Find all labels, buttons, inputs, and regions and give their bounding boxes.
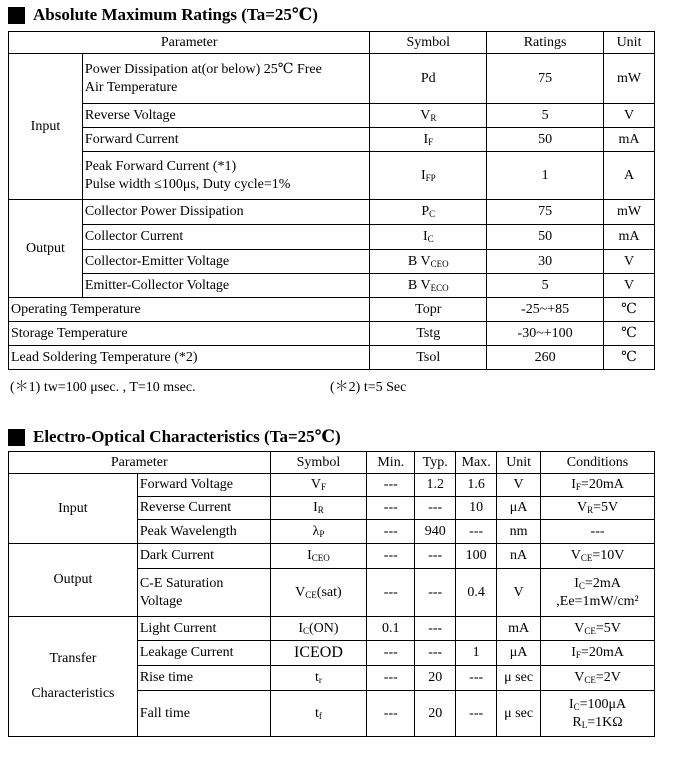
rating-cell: 30	[487, 250, 604, 274]
table-row	[9, 274, 655, 298]
conditions-cell: $V_{CE}=10V$	[541, 544, 655, 569]
unit-cell: mA	[604, 225, 655, 250]
typ-cell: ---	[415, 641, 456, 666]
param-cell: Forward Voltage	[137, 474, 270, 497]
eo-section-title	[8, 427, 341, 447]
table-row	[9, 200, 655, 225]
symbol-cell: $I_{CEO}$	[270, 544, 367, 569]
unit-cell: μA	[497, 497, 541, 520]
unit-cell: ℃	[604, 322, 655, 346]
eo-group-transfer: Transfer Characteristics	[9, 617, 138, 737]
unit-cell: mW	[604, 54, 655, 104]
eo-header-row	[9, 452, 655, 474]
conditions-cell: $V_R=5V$	[541, 497, 655, 520]
param-cell: Fall time	[137, 691, 270, 737]
param-cell: Peak Wavelength	[137, 520, 270, 544]
param-cell: Operating Temperature	[9, 298, 370, 322]
section-square-icon	[8, 429, 25, 446]
min-cell: ---	[367, 474, 415, 497]
symbol-cell: $V_F$	[270, 474, 367, 497]
max-cell: 1	[456, 641, 497, 666]
max-cell	[456, 617, 497, 641]
rating-cell: 5	[487, 104, 604, 128]
unit-cell: ℃	[604, 298, 655, 322]
rating-cell: 75	[487, 54, 604, 104]
table-row	[9, 544, 655, 569]
unit-cell: nm	[497, 520, 541, 544]
abs-group-input: Input	[9, 54, 83, 200]
param-cell: Leakage Current	[137, 641, 270, 666]
abs-group-output: Output	[9, 200, 83, 298]
typ-cell: ---	[415, 569, 456, 617]
typ-cell: ---	[415, 544, 456, 569]
unit-cell: μ sec	[497, 691, 541, 737]
unit-cell: V	[604, 274, 655, 298]
rating-cell: 50	[487, 225, 604, 250]
param-cell: Power Dissipation at(or below) 25℃ Free Air Temperature	[82, 54, 369, 104]
typ-cell: 20	[415, 691, 456, 737]
symbol-cell: $\lambda_P$	[270, 520, 367, 544]
rating-cell: 5	[487, 274, 604, 298]
unit-cell: mA	[604, 128, 655, 152]
unit-cell: μ sec	[497, 666, 541, 691]
max-cell: 10	[456, 497, 497, 520]
eo-header-conditions: Conditions	[541, 452, 655, 474]
max-cell: 100	[456, 544, 497, 569]
symbol-cell: ICEOD	[270, 641, 367, 666]
table-row	[9, 54, 655, 104]
typ-cell: 20	[415, 666, 456, 691]
max-cell: ---	[456, 691, 497, 737]
symbol-cell: $I_{FP}$	[370, 152, 487, 200]
rating-cell: -30~+100	[487, 322, 604, 346]
typ-cell: ---	[415, 617, 456, 641]
unit-cell: V	[497, 569, 541, 617]
param-cell: Light Current	[137, 617, 270, 641]
symbol-cell: $I_C(ON)$	[270, 617, 367, 641]
param-cell: Emitter-Collector Voltage	[82, 274, 369, 298]
typ-cell: ---	[415, 497, 456, 520]
min-cell: 0.1	[367, 617, 415, 641]
rating-cell: 50	[487, 128, 604, 152]
unit-cell: mW	[604, 200, 655, 225]
min-cell: ---	[367, 666, 415, 691]
param-cell: Collector-Emitter Voltage	[82, 250, 369, 274]
eo-header-min: Min.	[367, 452, 415, 474]
table-row	[9, 617, 655, 641]
unit-cell: mA	[497, 617, 541, 641]
param-cell: Peak Forward Current (*1) Pulse width ≤100μs, Duty cycle=1%	[82, 152, 369, 200]
symbol-cell: Tsol	[370, 346, 487, 370]
max-cell: 0.4	[456, 569, 497, 617]
unit-cell: ℃	[604, 346, 655, 370]
min-cell: ---	[367, 497, 415, 520]
eo-characteristics-table	[8, 451, 655, 737]
conditions-cell: $V_{CE}=5V$	[541, 617, 655, 641]
eo-header-symbol: Symbol	[270, 452, 367, 474]
eo-header-typ: Typ.	[415, 452, 456, 474]
table-row	[9, 298, 655, 322]
eo-group-input: Input	[9, 474, 138, 544]
abs-header-ratings: Ratings	[487, 32, 604, 54]
min-cell: ---	[367, 544, 415, 569]
symbol-cell: B $V_{CEO}$	[370, 250, 487, 274]
table-row	[9, 346, 655, 370]
max-cell: 1.6	[456, 474, 497, 497]
rating-cell: 260	[487, 346, 604, 370]
symbol-cell: $V_R$	[370, 104, 487, 128]
param-cell: Forward Current	[82, 128, 369, 152]
param-cell: Storage Temperature	[9, 322, 370, 346]
unit-cell: A	[604, 152, 655, 200]
min-cell: ---	[367, 641, 415, 666]
conditions-cell: $I_C=2mA$ ,Ee=1mW/cm²	[541, 569, 655, 617]
abs-header-parameter: Parameter	[9, 32, 370, 54]
unit-cell: V	[604, 104, 655, 128]
conditions-cell: $I_F=20mA$	[541, 474, 655, 497]
abs-header-unit: Unit	[604, 32, 655, 54]
param-cell: Rise time	[137, 666, 270, 691]
typ-cell: 1.2	[415, 474, 456, 497]
table-row	[9, 250, 655, 274]
min-cell: ---	[367, 691, 415, 737]
eo-header-unit: Unit	[497, 452, 541, 474]
max-cell: ---	[456, 666, 497, 691]
eo-header-max: Max.	[456, 452, 497, 474]
conditions-cell: $I_F=20mA$	[541, 641, 655, 666]
abs-header-symbol: Symbol	[370, 32, 487, 54]
table-row	[9, 104, 655, 128]
symbol-cell: $I_R$	[270, 497, 367, 520]
table-row	[9, 128, 655, 152]
symbol-cell: B $V_{ECO}$	[370, 274, 487, 298]
conditions-cell: ---	[541, 520, 655, 544]
param-cell: Reverse Voltage	[82, 104, 369, 128]
symbol-cell: $t_f$	[270, 691, 367, 737]
eo-group-output: Output	[9, 544, 138, 617]
param-cell: Collector Current	[82, 225, 369, 250]
symbol-cell: $V_{CE}(sat)$	[270, 569, 367, 617]
conditions-cell: $I_C=100\mu A$ $R_L=1K\Omega$	[541, 691, 655, 737]
table-row	[9, 152, 655, 200]
symbol-cell: $t_r$	[270, 666, 367, 691]
abs-section-title	[8, 5, 318, 25]
footnote-2: (＊2) t=5 Sec	[330, 380, 407, 395]
min-cell: ---	[367, 520, 415, 544]
symbol-cell: $I_C$	[370, 225, 487, 250]
rating-cell: 1	[487, 152, 604, 200]
param-cell: Reverse Current	[137, 497, 270, 520]
param-cell: Collector Power Dissipation	[82, 200, 369, 225]
eo-title: Electro-Optical Characteristics (Ta=25℃)	[33, 427, 341, 446]
unit-cell: nA	[497, 544, 541, 569]
max-cell: ---	[456, 520, 497, 544]
eo-header-parameter: Parameter	[9, 452, 271, 474]
footnote-1: (＊1) tw=100 μsec. , T=10 msec.	[10, 380, 196, 395]
table-row	[9, 225, 655, 250]
table-row	[9, 322, 655, 346]
unit-cell: V	[497, 474, 541, 497]
symbol-cell: Tstg	[370, 322, 487, 346]
table-row	[9, 474, 655, 497]
rating-cell: 75	[487, 200, 604, 225]
section-square-icon	[8, 7, 25, 24]
abs-ratings-table	[8, 31, 655, 370]
symbol-cell: $P_C$	[370, 200, 487, 225]
abs-title: Absolute Maximum Ratings (Ta=25℃)	[33, 5, 318, 24]
typ-cell: 940	[415, 520, 456, 544]
param-cell: C-E Saturation Voltage	[137, 569, 270, 617]
min-cell: ---	[367, 569, 415, 617]
rating-cell: -25~+85	[487, 298, 604, 322]
param-cell: Lead Soldering Temperature (*2)	[9, 346, 370, 370]
symbol-cell: $I_F$	[370, 128, 487, 152]
param-cell: Dark Current	[137, 544, 270, 569]
abs-header-row	[9, 32, 655, 54]
unit-cell: V	[604, 250, 655, 274]
conditions-cell: $V_{CE}=2V$	[541, 666, 655, 691]
symbol-cell: Pd	[370, 54, 487, 104]
unit-cell: μA	[497, 641, 541, 666]
symbol-cell: Topr	[370, 298, 487, 322]
